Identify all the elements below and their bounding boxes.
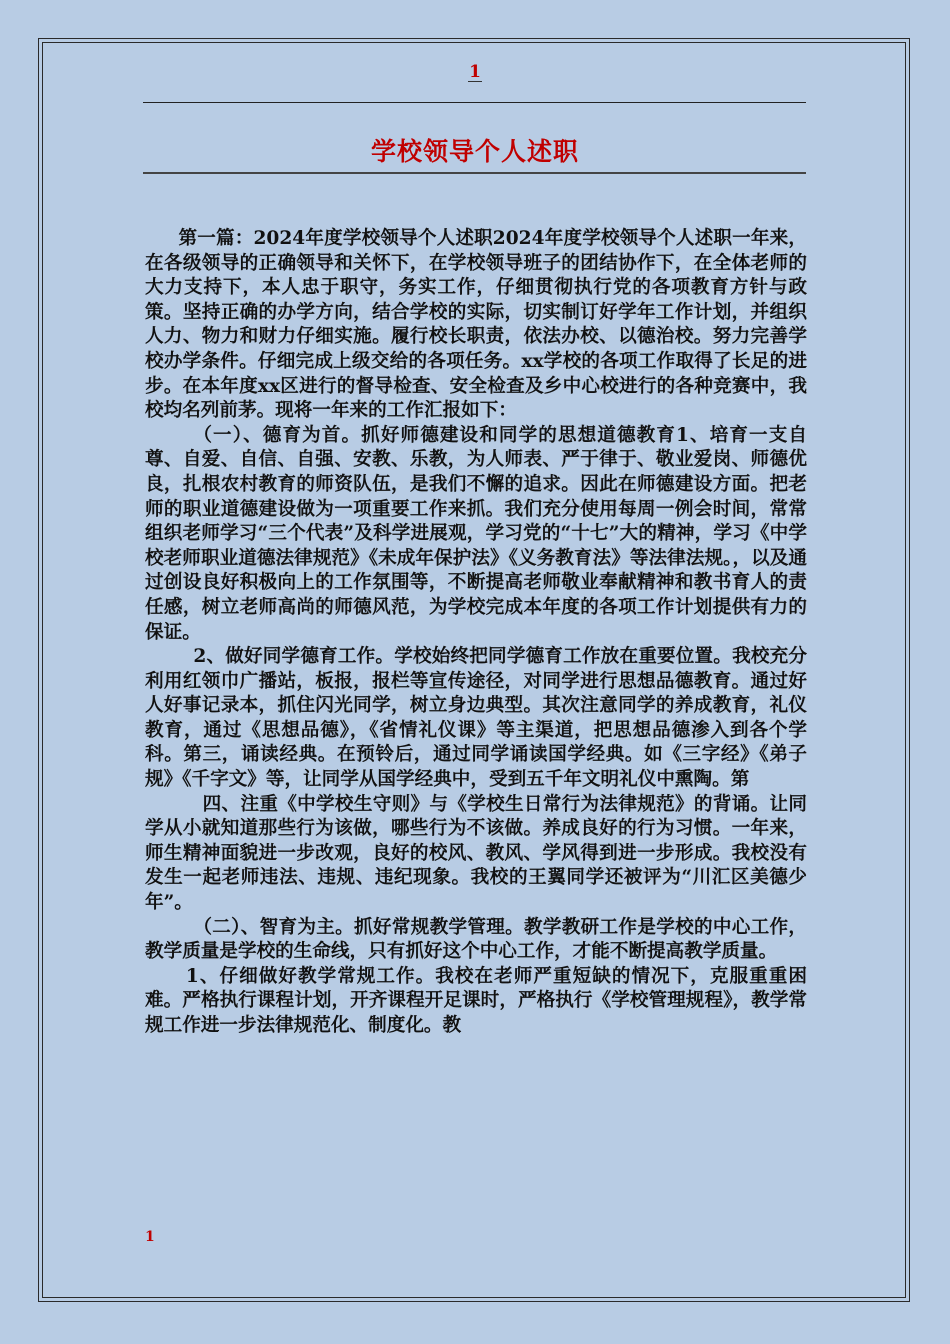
footer-page-number: 1 (145, 1229, 155, 1245)
document-body (145, 227, 807, 1039)
header-divider (143, 102, 806, 103)
paragraph-student-moral-work: 2、做好同学德育工作。学校始终把同学德育工作放在重要位置。我校充分利用红领巾广播站，板报，报栏等宣传途径，对同学进行思想品德教育。通过好人好事记录本，抓住闪光同学，树立身边典型。其次注意同学的养成教育，礼仪教育，通过《思想品德》，《省情礼仪课》等主渠道，把思想品德渗入到各个学科。第三，诵读经典。在预铃后，通过同学诵读国学经典。如《三字经》《弟子规》《千字文》等，让同学从国学经典中，受到五千年文明礼仪中熏陶。第 (145, 646, 807, 791)
header-page-number (0, 62, 950, 82)
paragraph-teaching-routine: 1、仔细做好教学常规工作。我校在老师严重短缺的情况下，克服重重困难。严格执行课程计划，开齐课程开足课时，严格执行《学校管理规程》，教学常规工作进一步法律规范化、制度化。教 (145, 965, 807, 1036)
document-title: 学校领导个人述职 (370, 137, 579, 166)
title-divider (143, 172, 806, 174)
header-page-number-text: 1 (469, 62, 481, 82)
paragraph-code-of-conduct: 四、注重《中学校生守则》与《学校生日常行为法律规范》的背诵。让同学从小就知道那些行为该做，哪些行为不该做。养成良好的行为习惯。一年来，师生精神面貌进一步改观，良好的校风、教风、学风得到进一步形成。我校没有发生一起老师违法、违规、违纪现象。我校的王翼同学还被评为“川汇区美德少年”。 (145, 793, 807, 914)
paragraph-intellectual-education: （二）、智育为主。抓好常规教学管理。教学教研工作是学校的中心工作，教学质量是学校的生命线，只有抓好这个中心工作，才能不断提高教学质量。 (145, 916, 807, 963)
paragraph-intro: 第一篇：2024年度学校领导个人述职2024年度学校领导个人述职一年来，在各级领导的正确领导和关怀下，在学校领导班子的团结协作下，在全体老师的大力支持下，本人忠于职守，务实工作，仔细贯彻执行党的各项教育方针与政策。坚持正确的办学方向，结合学校的实际，切实制订好学年工作计划，并组织人力、物力和财力仔细实施。履行校长职责，依法办校、以德治校。努力完善学校办学条件。仔细完成上级交给的各项任务。xx学校的各项工作取得了长足的进步。在本年度xx区进行的督导检查、安全检查及乡中心校进行的各种竞赛中，我校均名列前茅。现将一年来的工作汇报如下： (145, 228, 807, 422)
paragraph-moral-education: （一）、德育为首。抓好师德建设和同学的思想道德教育1、培育一支自尊、自爱、自信、自强、安教、乐教，为人师表、严于律于、敬业爱岗、师德优良，扎根农村教育的师资队伍，是我们不懈的追求。因此在师德建设方面。把老师的职业道德建设做为一项重要工作来抓。我们充分使用每周一例会时间，常常组织老师学习“三个代表”及科学进展观，学习党的“十七”大的精神，学习《中学校老师职业道德法律规范》《未成年保护法》《义务教育法》等法律法规。，以及通过创设良好积极向上的工作氛围等，不断提高老师敬业奉献精神和教书育人的责任感，树立老师高尚的师德风范，为学校完成本年度的各项工作计划提供有力的保证。 (145, 424, 807, 643)
